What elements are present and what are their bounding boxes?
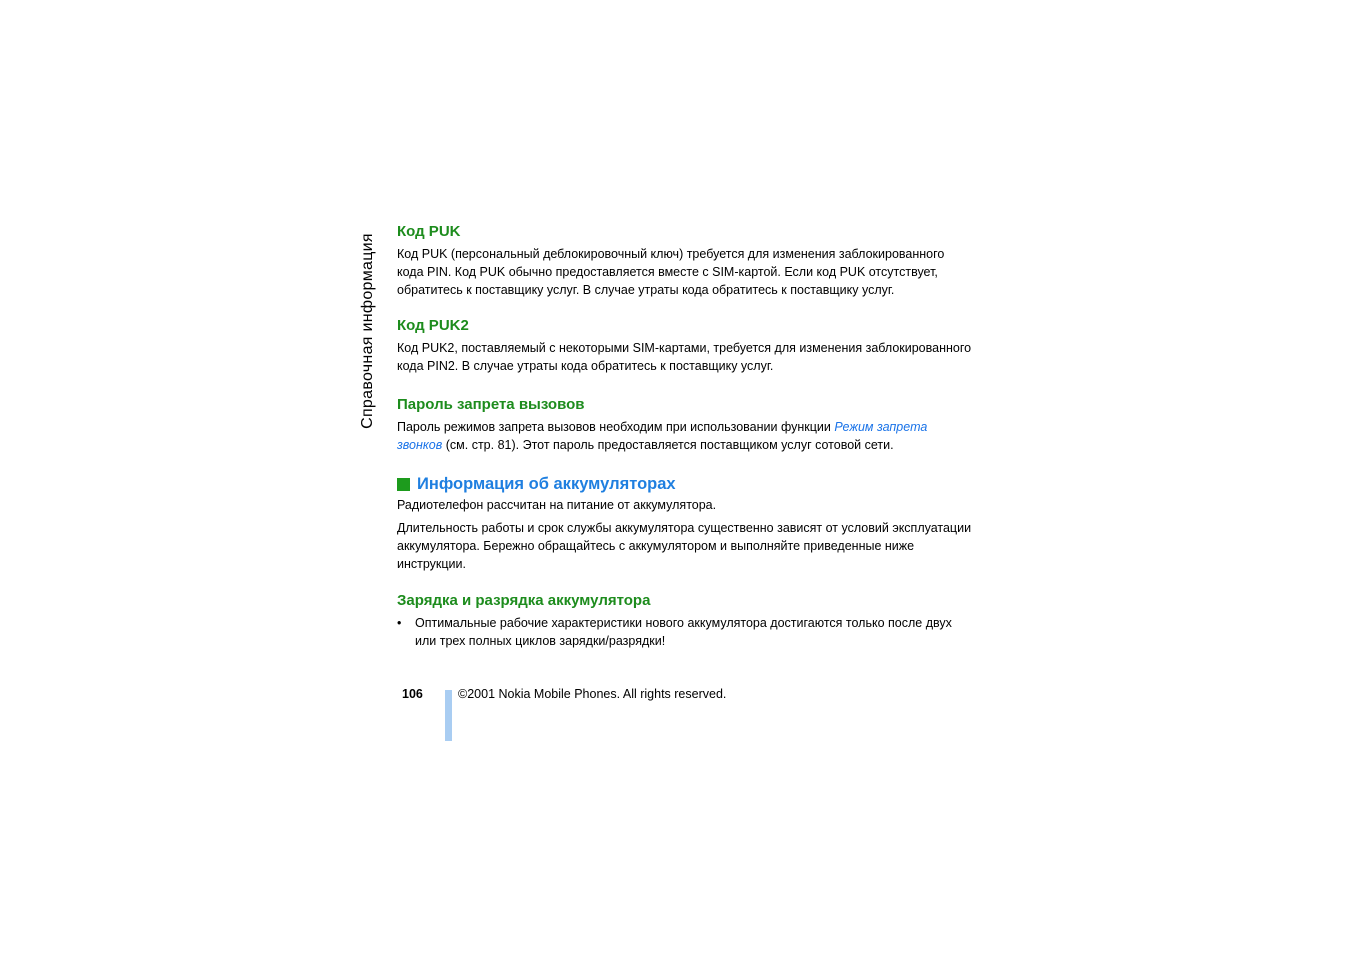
list-item (397, 614, 972, 650)
charging-bullet-list (397, 614, 972, 650)
side-section-title (356, 226, 380, 436)
heading-barring-password: Пароль запрета вызовов (397, 396, 585, 413)
paragraph-barring-password (397, 418, 972, 454)
heading-battery-info (397, 473, 972, 495)
copyright-notice: ©2001 Nokia Mobile Phones. All rights reserved. (458, 687, 727, 701)
page-number: 106 (402, 687, 423, 701)
section-square-icon (397, 478, 410, 491)
barring-text-after: (см. стр. 81). Этот пароль предоставляется поставщиком услуг сотовой сети. (442, 438, 894, 452)
paragraph-battery-2: Длительность работы и срок службы аккумулятора существенно зависят от условий эксплуатации аккумулятора. Бережно обращайтесь с аккумулятором и выполняйте приведенные ниже инструкции. (397, 521, 972, 571)
paragraph-battery-1: Радиотелефон рассчитан на питание от аккумулятора. (397, 498, 717, 512)
footer-bar (445, 690, 452, 741)
heading-puk2: Код PUK2 (397, 317, 469, 334)
paragraph-puk2: Код PUK2, поставляемый с некоторыми SIM-картами, требуется для изменения заблокированного кода PIN2. В случае утраты кода обратитесь к поставщику услуг. (397, 341, 972, 373)
heading-charging: Зарядка и разрядка аккумулятора (397, 592, 651, 609)
heading-puk: Код PUK (397, 223, 461, 240)
call-barring-link[interactable]: Режим запрета звонков (397, 420, 928, 452)
heading-battery-info-text: Информация об аккумуляторах (417, 475, 676, 493)
paragraph-puk: Код PUK (персональный деблокировочный ключ) требуется для изменения заблокированного кода PIN. Код PUK обычно предоставляется вместе с SIM-картой. Если код PUK отсутствует, обратитесь к поставщику услуг. В случае утраты кода обратитесь к поставщику услуг. (397, 247, 945, 297)
barring-text-before: Пароль режимов запрета вызовов необходим при использовании функции (397, 420, 835, 434)
bullet-dot-icon: • (397, 616, 402, 630)
page-content (397, 222, 972, 650)
list-item-text: Оптимальные рабочие характеристики нового аккумулятора достигаются только после двух или трех полных циклов зарядки/разрядки! (415, 616, 952, 648)
side-section-title-text: Справочная информация (359, 233, 377, 429)
